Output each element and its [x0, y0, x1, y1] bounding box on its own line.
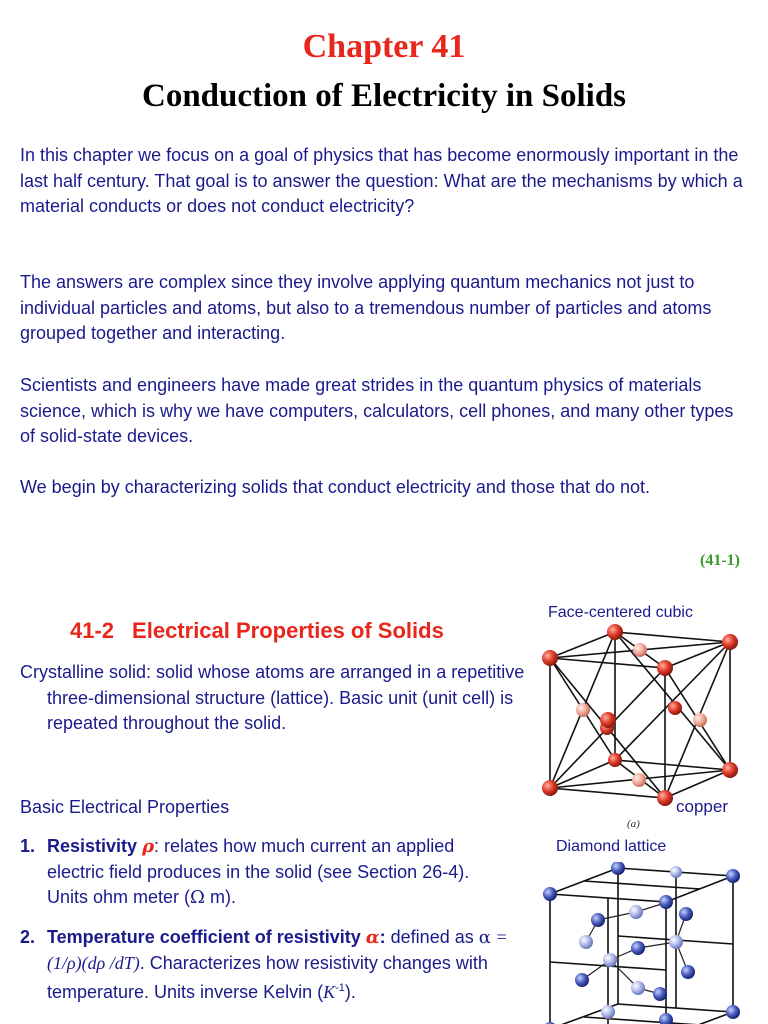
chapter-title: Conduction of Electricity in Solids [141, 78, 627, 114]
unit-kelvin: K [323, 982, 336, 1002]
diamond-lattice-figure [538, 862, 758, 1024]
intro-paragraph-4: We begin by characterizing solids that conduct electricity and those that do not. [20, 477, 651, 497]
item-number: 2. [20, 927, 36, 947]
property-item-resistivity [20, 834, 510, 911]
copper-label: copper [676, 797, 728, 816]
item-unit-end: ). [344, 982, 356, 1002]
omega-symbol: Ω [190, 887, 205, 908]
intro-paragraph-1: In this chapter we focus on a goal of physics that has become enormously important in the last half century. That goal is to answer the question: What are the mechanisms by which a material conducts or does not conduct electricity? [20, 145, 743, 216]
basic-properties-heading: Basic Electrical Properties [20, 797, 230, 817]
property-item-temp-coefficient: 2. Temperature coefficient of resistivity α: defined as α = (1/ρ)(dρ /dT). Characterizes how resistivity changes with temperature. Units inverse Kelvin $(K^{-1})$. [20, 927, 508, 1002]
item-number: 1. [20, 836, 36, 856]
formula: = (1/ρ)(dρ /dT) [47, 927, 508, 973]
fcc-lattice-figure [535, 620, 755, 820]
item-unit-end: m). [204, 887, 236, 907]
unit-exponent: -1 [335, 982, 345, 994]
defined-prefix: defined as [390, 927, 479, 947]
item-term: Temperature coefficient of resistivity [47, 927, 361, 947]
chapter-heading: Chapter 41 [302, 28, 466, 65]
crystalline-definition: Crystalline solid: solid whose atoms are arranged in a repetitive three-dimensional structure (lattice). Basic unit (unit cell) is repeated throughout the solid. [20, 662, 525, 733]
diamond-label: Diamond lattice [556, 838, 667, 855]
rho-symbol: ρ [142, 836, 155, 857]
intro-paragraph-3: Scientists and engineers have made great strides in the quantum physics of materials science, which is why we have computers, calculators, cell phones, and many other types of solid-state devices. [20, 375, 734, 446]
fcc-label: Face-centered cubic [548, 604, 693, 621]
section-heading [70, 618, 444, 644]
alpha-symbol: α [365, 927, 380, 948]
intro-paragraph-2: The answers are complex since they involve applying quantum mechanics not just to individual particles and atoms, but also to a tremendous number of particles and atoms grouped together and interacting. [20, 272, 712, 343]
page-number: (41-1) [700, 552, 740, 569]
item-description: : relates how much current an applied electric field produces in the solid (see Section 26-4). Units ohm meter ( [47, 836, 470, 907]
item-description: . Characterizes how resistivity changes with temperature. Units inverse Kelvin ( [47, 952, 488, 1002]
fcc-caption: (a) [627, 818, 640, 830]
section-title-text: Electrical Properties of Solids [132, 618, 444, 643]
alpha-symbol-plain: α [478, 927, 491, 948]
section-number: 41-2 [70, 618, 115, 643]
item-term: Resistivity [47, 836, 138, 856]
